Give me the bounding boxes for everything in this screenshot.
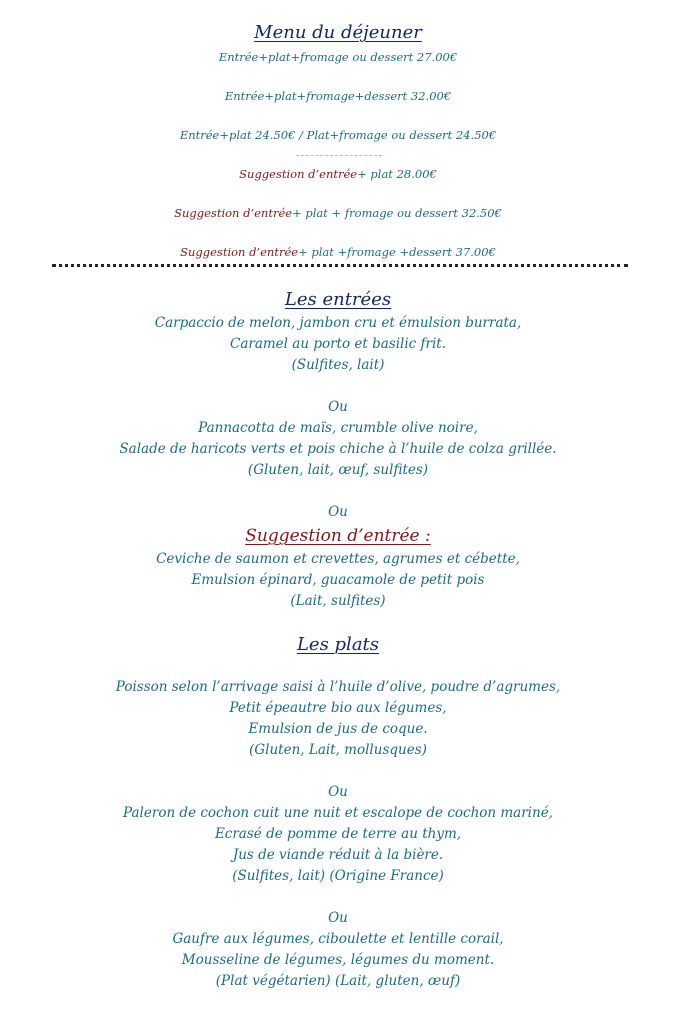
- suggestion-allergens: (Lait, sulfites): [290, 593, 386, 609]
- entree1-allergens: (Sulfites, lait): [291, 357, 385, 373]
- suggestion-label: Suggestion d’entrée: [180, 245, 299, 259]
- or-separator: Ou: [328, 910, 348, 926]
- formula-line-2: Entrée+plat+fromage+dessert 32.00€: [224, 89, 452, 103]
- or-separator: Ou: [328, 399, 348, 415]
- suggestion-line-1: Ceviche de saumon et crevettes, agrumes et cébette,: [156, 551, 520, 567]
- entree1-line-2: Caramel au porto et basilic frit.: [230, 336, 446, 352]
- entree1-line-1: Carpaccio de melon, jambon cru et émulsion burrata,: [154, 315, 522, 331]
- plat1-line-1: Poisson selon l’arrivage saisi à l’huile d’olive, poudre d’agrumes,: [115, 679, 561, 695]
- suggestion-formula-3: [0, 245, 676, 259]
- or-separator: Ou: [328, 504, 348, 520]
- suggestion-entree-title: Suggestion d’entrée :: [245, 526, 431, 546]
- plat2-line-3: Jus de viande réduit à la bière.: [232, 847, 444, 863]
- lunch-menu-title: Menu du déjeuner: [254, 22, 422, 43]
- formula-line-3: Entrée+plat 24.50€ / Plat+fromage ou dessert 24.50€: [179, 128, 497, 142]
- formula-line-1: Entrée+plat+fromage ou dessert 27.00€: [218, 50, 458, 64]
- or-separator: Ou: [328, 784, 348, 800]
- entrees-title: Les entrées: [284, 289, 392, 310]
- suggestion-formula-1: [0, 167, 676, 181]
- suggestion-label: Suggestion d’entrée: [174, 206, 293, 220]
- plat1-allergens: (Gluten, Lait, mollusques): [249, 742, 427, 758]
- short-separator: [296, 155, 382, 156]
- plat1-line-3: Emulsion de jus de coque.: [248, 721, 428, 737]
- entree2-allergens: (Gluten, lait, œuf, sulfites): [247, 462, 429, 478]
- plat3-allergens: (Plat végétarien) (Lait, gluten, œuf): [215, 973, 461, 989]
- suggestion-formula-price: + plat +fromage +dessert 37.00€: [298, 245, 496, 259]
- entree2-line-2: Salade de haricots verts et pois chiche à l’huile de colza grillée.: [119, 441, 557, 457]
- suggestion-label: Suggestion d’entrée: [239, 167, 358, 181]
- plat2-allergens: (Sulfites, lait) (Origine France): [232, 868, 444, 884]
- plats-title: Les plats: [296, 634, 380, 655]
- plat2-line-1: Paleron de cochon cuit une nuit et escalope de cochon mariné,: [123, 805, 553, 821]
- suggestion-formula-2: [0, 206, 676, 220]
- plat3-line-1: Gaufre aux légumes, ciboulette et lentille corail,: [172, 931, 504, 947]
- plat3-line-2: Mousseline de légumes, légumes du moment.: [181, 952, 495, 968]
- suggestion-formula-price: + plat + fromage ou dessert 32.50€: [292, 206, 502, 220]
- dotted-separator: [52, 264, 628, 267]
- entree2-line-1: Pannacotta de maïs, crumble olive noire,: [198, 420, 478, 436]
- plat1-line-2: Petit épeautre bio aux légumes,: [229, 700, 447, 716]
- plat2-line-2: Ecrasé de pomme de terre au thym,: [214, 826, 462, 842]
- suggestion-formula-price: + plat 28.00€: [357, 167, 437, 181]
- suggestion-line-2: Emulsion épinard, guacamole de petit pois: [191, 572, 485, 588]
